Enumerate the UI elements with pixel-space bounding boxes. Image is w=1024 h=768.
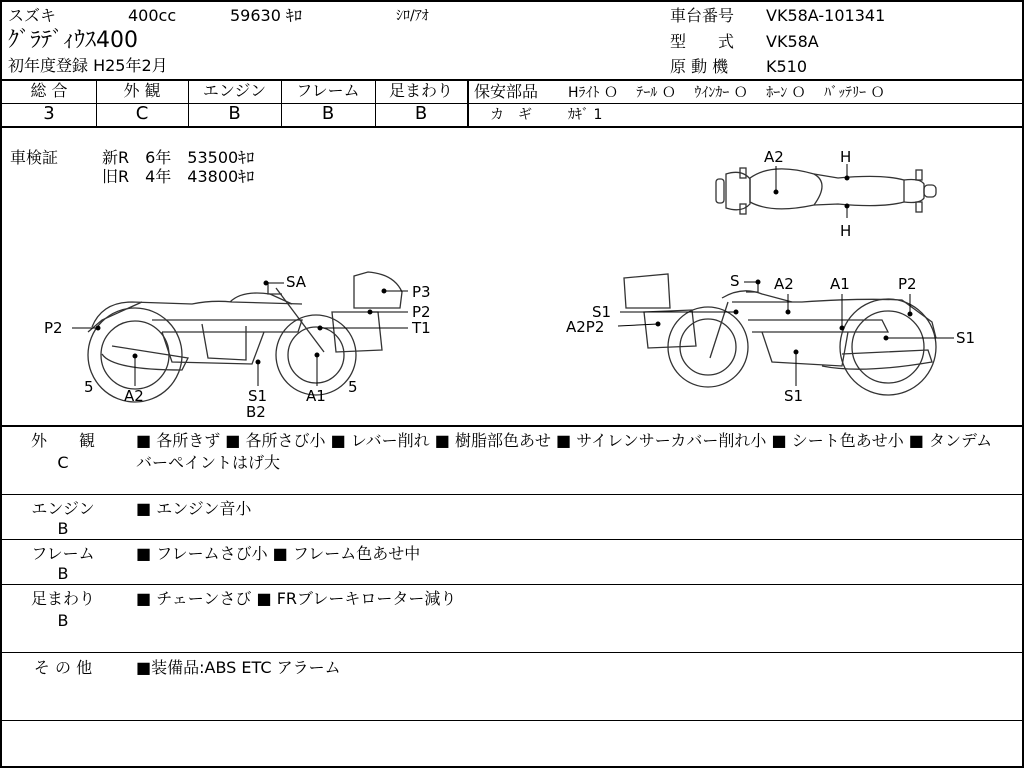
diagram-label: A2 bbox=[124, 387, 144, 405]
divider bbox=[2, 652, 1022, 653]
condition-row-other bbox=[4, 655, 1020, 721]
condition-grade: B bbox=[57, 564, 69, 583]
motorcycle-diagrams bbox=[2, 2, 1022, 427]
safety-label: 保安部品 bbox=[474, 82, 539, 101]
first-registration: 初年度登録 H25年2月 bbox=[8, 56, 168, 75]
model-code-label: 型 式 bbox=[670, 32, 735, 51]
diagram-label: S1 bbox=[784, 387, 804, 405]
condition-label: エンジン bbox=[31, 499, 95, 518]
key-value: ｶｷﾞ 1 bbox=[568, 107, 603, 123]
exterior-label: 外 観 bbox=[123, 81, 161, 100]
diagram-label: S1 bbox=[248, 387, 268, 405]
divider bbox=[2, 494, 1022, 495]
condition-grade: C bbox=[57, 453, 69, 472]
condition-text: ■ エンジン音小 bbox=[136, 499, 252, 518]
condition-row-suspension bbox=[4, 586, 1020, 652]
divider bbox=[2, 425, 1022, 427]
diagram-label: SA bbox=[286, 273, 307, 291]
divider bbox=[2, 539, 1022, 540]
diagram-label: B2 bbox=[246, 403, 266, 421]
key-label: カ ギ bbox=[490, 107, 532, 123]
condition-text: ■ フレームさび小 ■ フレーム色あせ中 bbox=[136, 544, 421, 563]
diagram-label: S1 bbox=[592, 303, 612, 321]
condition-label: フレーム bbox=[31, 544, 95, 563]
suspension-grade: B bbox=[414, 103, 428, 124]
frame-number-label: 車台番号 bbox=[670, 6, 735, 25]
engine-label: エンジン bbox=[202, 81, 267, 100]
diagram-label: 5 bbox=[84, 378, 94, 396]
frame-number: VK58A-101341 bbox=[766, 6, 886, 25]
frame-grade: B bbox=[321, 103, 335, 124]
condition-row-exterior bbox=[4, 428, 1020, 494]
condition-label: そ の 他 bbox=[33, 658, 93, 677]
suspension-label: 足まわり bbox=[388, 81, 453, 100]
diagram-label: P2 bbox=[412, 303, 431, 321]
color: ｼﾛ/ｱｵ bbox=[396, 8, 429, 24]
diagram-label: P3 bbox=[412, 283, 431, 301]
frame-label: フレーム bbox=[296, 81, 360, 100]
diagram-label: P2 bbox=[44, 319, 63, 337]
condition-row-engine bbox=[4, 496, 1020, 540]
divider bbox=[2, 584, 1022, 585]
model-code: VK58A bbox=[766, 32, 819, 51]
inspection-old: 旧R 4年 43800ｷﾛ bbox=[102, 167, 255, 186]
engine-grade: B bbox=[228, 103, 241, 124]
diagram-label: A2P2 bbox=[566, 318, 605, 336]
inspection-label: 車検証 bbox=[10, 148, 59, 167]
diagram-label: H bbox=[840, 222, 852, 240]
engine-code: K510 bbox=[766, 57, 808, 76]
diagram-label: T1 bbox=[412, 319, 431, 337]
overall-label: 総 合 bbox=[30, 81, 68, 100]
exterior-grade: C bbox=[135, 103, 149, 124]
condition-text: ■装備品:ABS ETC アラーム bbox=[136, 658, 341, 677]
diagram-label: P2 bbox=[898, 275, 917, 293]
condition-row-frame bbox=[4, 541, 1020, 585]
mileage: 59630 ｷﾛ bbox=[230, 6, 302, 25]
overall-grade: 3 bbox=[43, 103, 55, 124]
diagram-label: A2 bbox=[764, 148, 784, 166]
engine-code-label: 原 動 機 bbox=[670, 57, 729, 76]
condition-text: ■ チェーンさび ■ FRブレーキローター減り bbox=[136, 589, 457, 608]
divider bbox=[2, 720, 1022, 721]
displacement: 400cc bbox=[128, 6, 177, 25]
condition-label: 外 観 bbox=[30, 431, 95, 450]
condition-label: 足まわり bbox=[30, 589, 95, 608]
condition-grade: B bbox=[57, 519, 69, 538]
inspection-new: 新R 6年 53500ｷﾛ bbox=[102, 148, 255, 167]
diagram-label: A1 bbox=[306, 387, 326, 405]
diagram-label: H bbox=[840, 148, 852, 166]
maker: スズキ bbox=[8, 6, 57, 25]
diagram-label: A2 bbox=[774, 275, 794, 293]
safety-items: Hﾗｲﾄ Ｏ ﾃｰﾙ Ｏ ｳｲﾝｶｰ Ｏ ﾎｰﾝ Ｏ ﾊﾞｯﾃﾘｰ Ｏ bbox=[568, 85, 885, 101]
diagram-label: A1 bbox=[830, 275, 850, 293]
diagram-label: S1 bbox=[956, 329, 976, 347]
model-name: ｸﾞﾗﾃﾞｨｳｽ400 bbox=[8, 28, 138, 53]
diagram-label: S bbox=[730, 272, 740, 290]
top-view-motorcycle bbox=[716, 168, 936, 214]
diagram-label: 5 bbox=[348, 378, 358, 396]
condition-grade: B bbox=[57, 611, 69, 630]
condition-text: ■ 各所きず ■ 各所さび小 ■ レバー削れ ■ 樹脂部色あせ ■ サイレンサーカバー削れ小 ■ シート色あせ小 ■ タンデムバーペイントはげ大 bbox=[136, 431, 993, 472]
